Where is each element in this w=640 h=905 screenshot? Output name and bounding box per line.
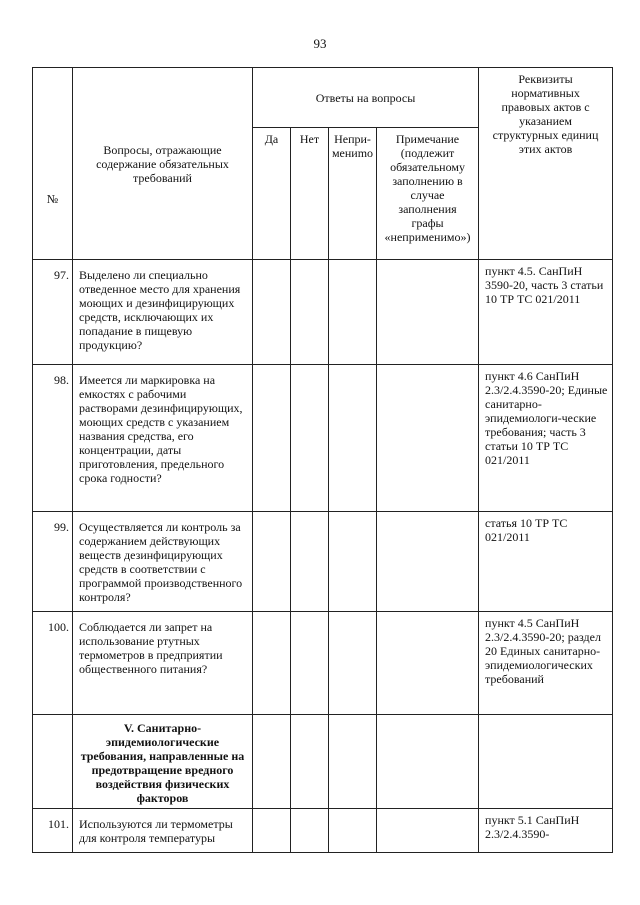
section-empty-cell (329, 715, 377, 809)
row-number: 101. (33, 809, 73, 853)
answer-no-cell[interactable] (291, 260, 329, 365)
header-answers: Ответы на вопросы (253, 68, 479, 128)
table-row (33, 512, 613, 612)
row-question: Выделено ли специально отведенное место для хранения моющих и дезинфицирующих средств, исключающих их попадание в пищевую продукцию? (73, 260, 253, 365)
header-num: № (33, 68, 73, 260)
answer-yes-cell[interactable] (253, 612, 291, 715)
answer-no-cell[interactable] (291, 365, 329, 512)
row-question: Используются ли термометры для контроля температуры (73, 809, 253, 853)
requirements-table (32, 67, 613, 853)
answer-na-cell[interactable] (329, 809, 377, 853)
row-number: 99. (33, 512, 73, 612)
answer-yes-cell[interactable] (253, 512, 291, 612)
answer-na-cell[interactable] (329, 365, 377, 512)
table-row (33, 612, 613, 715)
answer-na-cell[interactable] (329, 612, 377, 715)
page-number: 93 (313, 36, 327, 51)
row-requisites: пункт 4.5. СанПиН 3590-20, часть 3 статьи 10 ТР ТС 021/2011 (479, 260, 613, 365)
header-requisites: Реквизиты нормативных правовых актов с указанием структурных единиц этих актов (479, 68, 613, 260)
header-note: Примечание (подлежит обязательному заполнению в случае заполнения графы «неприменимо») (377, 128, 479, 260)
row-requisites: пункт 5.1 СанПиН 2.3/2.4.3590- (479, 809, 613, 853)
section-row (33, 715, 613, 809)
answer-no-cell[interactable] (291, 512, 329, 612)
row-question: Осуществляется ли контроль за содержанием действующих веществ дезинфицирующих средств в соответствии с программой производственного контроля? (73, 512, 253, 612)
answer-yes-cell[interactable] (253, 809, 291, 853)
row-question: Имеется ли маркировка на емкостях с рабочими растворами дезинфицирующих, моющих средств с указанием названия средства, его концентрации, даты приготовления, предельного срока годности? (73, 365, 253, 512)
row-requisites: статья 10 ТР ТС 021/2011 (479, 512, 613, 612)
row-requisites: пункт 4.5 СанПиН 2.3/2.4.3590-20; раздел 20 Единых санитарно-эпидемиологических требований (479, 612, 613, 715)
header-yes: Да (253, 128, 291, 260)
note-cell[interactable] (377, 365, 479, 512)
row-question: Соблюдается ли запрет на использование ртутных термометров в предприятии общественного питания? (73, 612, 253, 715)
note-cell[interactable] (377, 512, 479, 612)
answer-yes-cell[interactable] (253, 260, 291, 365)
section-title: V. Санитарно-эпидемиологические требования, направленные на предотвращение вредного воздействия физических факторов (73, 715, 253, 809)
header-questions: Вопросы, отражающие содержание обязательных требований (73, 68, 253, 260)
table-row (33, 260, 613, 365)
table-row (33, 809, 613, 853)
header-no: Нет (291, 128, 329, 260)
answer-no-cell[interactable] (291, 612, 329, 715)
section-empty-cell (253, 715, 291, 809)
header-not-applicable: Непри-мениmo (329, 128, 377, 260)
row-number: 97. (33, 260, 73, 365)
section-empty-num (33, 715, 73, 809)
answer-na-cell[interactable] (329, 512, 377, 612)
note-cell[interactable] (377, 612, 479, 715)
section-empty-cell (377, 715, 479, 809)
row-number: 100. (33, 612, 73, 715)
answer-no-cell[interactable] (291, 809, 329, 853)
table-row (33, 365, 613, 512)
note-cell[interactable] (377, 260, 479, 365)
row-number: 98. (33, 365, 73, 512)
answer-yes-cell[interactable] (253, 365, 291, 512)
row-requisites: пункт 4.6 СанПиН 2.3/2.4.3590-20; Единые санитарно-эпидемиологи-ческие требования; часть 3 статьи 10 ТР ТС 021/2011 (479, 365, 613, 512)
section-empty-cell (479, 715, 613, 809)
answer-na-cell[interactable] (329, 260, 377, 365)
section-empty-cell (291, 715, 329, 809)
note-cell[interactable] (377, 809, 479, 853)
